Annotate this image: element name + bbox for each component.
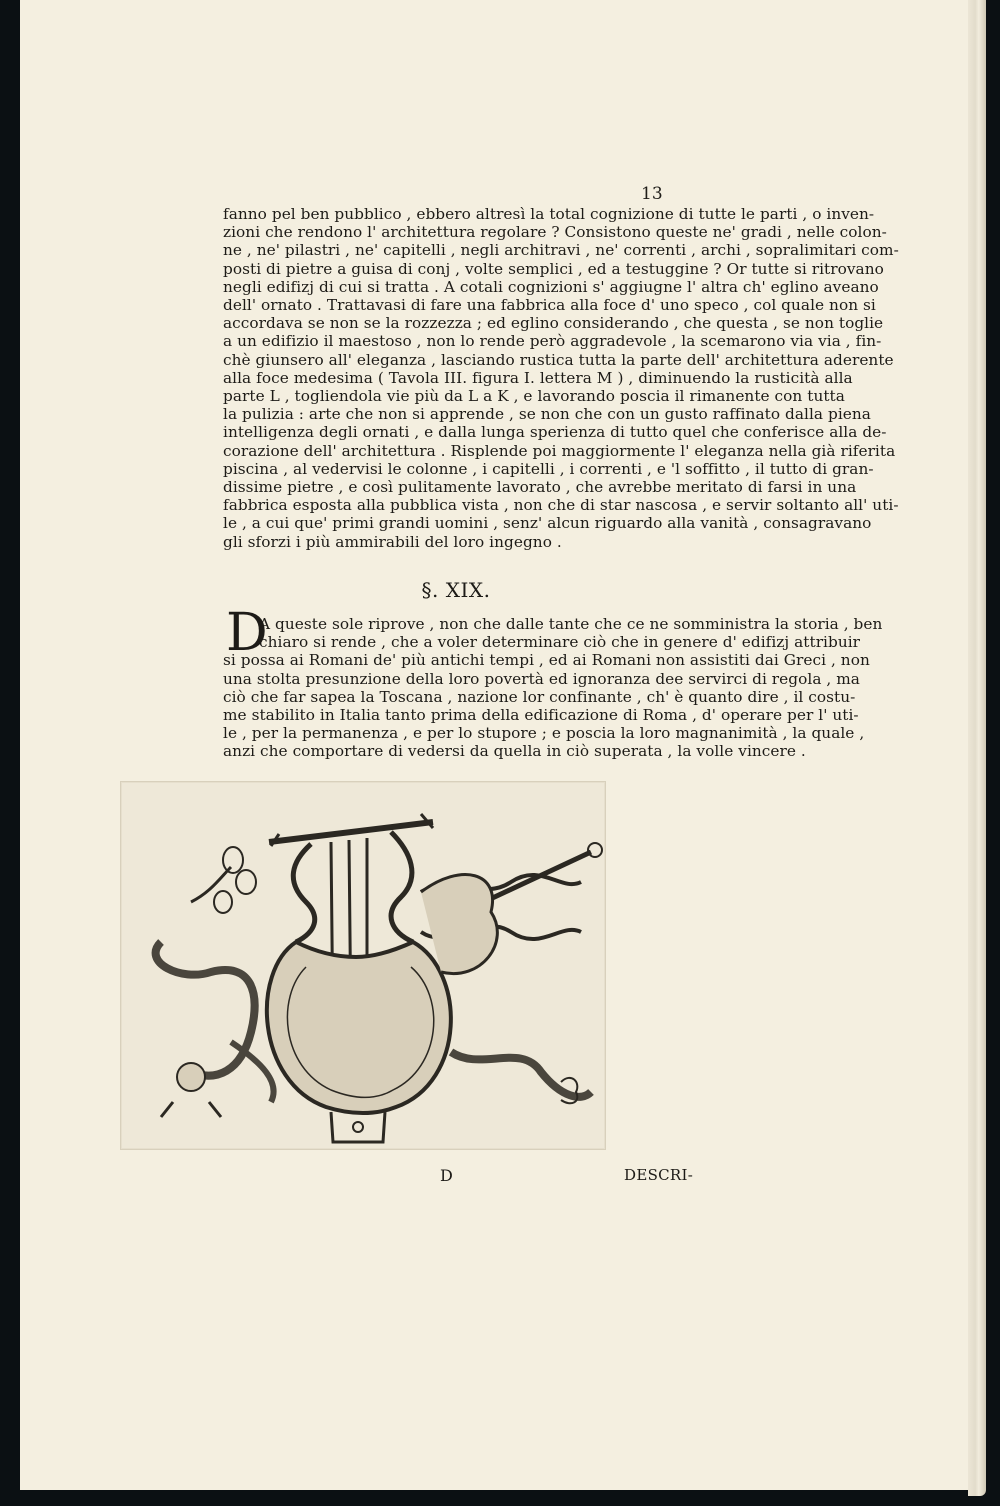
text-line: la pulizia : arte che non si apprende , se non che con un gusto raffinato dalla piena: [223, 405, 871, 424]
text-line: si possa ai Romani de' più antichi tempi , ed ai Romani non assistiti dai Greci , non: [223, 651, 870, 670]
text-line: me stabilito in Italia tanto prima della edificazione di Roma , d' operare per l' uti-: [223, 706, 859, 725]
catchword: DESCRI-: [624, 1166, 694, 1184]
signature-mark: D: [440, 1166, 453, 1185]
text-line: posti di pietre a guisa di conj , volte semplici , ed a testuggine ? Or tutte si ritrovano: [223, 259, 884, 278]
lyre-trophy-engraving: [121, 782, 605, 1149]
page-number: 13: [641, 184, 663, 204]
text-line: gli sforzi i più ammirabili del loro ingegno .: [223, 532, 562, 551]
text-line: ne , ne' pilastri , ne' capitelli , negli architravi , ne' correnti , archi , sopralimitari com-: [223, 241, 899, 260]
paragraph-2: [223, 615, 883, 761]
text-line: fabbrica esposta alla pubblica vista , non che di star nascosa , e servir soltanto all' uti-: [223, 496, 899, 515]
paragraph-1: [223, 205, 899, 551]
text-line: dell' ornato . Trattavasi di fare una fabbrica alla foce d' uno speco , col quale non si: [223, 296, 876, 315]
text-line: a un edifizio il maestoso , non lo rende però aggradevole , la scemarono via via , fin-: [223, 332, 882, 351]
text-line: dissime pietre , e così pulitamente lavorato , che avrebbe meritato di farsi in una: [223, 478, 857, 497]
text-line: fanno pel ben pubblico , ebbero altresì la total cognizione di tutte le parti , o inven-: [223, 205, 875, 223]
page-edge: [968, 0, 986, 1496]
text-line: intelligenza degli ornati , e dalla lunga sperienza di tutto quel che conferisce alla de-: [223, 423, 887, 442]
text-line: ciò che far sapea la Toscana , nazione lor confinante , ch' è quanto dire , il costu-: [223, 687, 856, 706]
text-line: le , a cui que' primi grandi uomini , senz' alcun riguardo alla vanità , consagravano: [223, 514, 872, 533]
section-heading: §. XIX.: [421, 578, 491, 602]
text-line: una stolta presunzione della loro povertà ed ignoranza dee servirci di regola , ma: [223, 669, 860, 688]
text-line: alla foce medesima ( Tavola III. figura I. lettera M ) , diminuendo la rusticità alla: [223, 368, 853, 387]
engraved-vignette: [120, 781, 606, 1150]
text-line: anzi che comportare di vedersi da quella in ciò superata , la volle vincere .: [223, 742, 806, 761]
text-line: A queste sole riprove , non che dalle tante che ce ne somministra la storia , ben: [259, 615, 883, 633]
text-line: zioni che rendono l' architettura regolare ? Consistono queste ne' gradi , nelle colon-: [223, 223, 887, 242]
drop-cap: D: [226, 603, 268, 663]
text-line: negli edifizj di cui si tratta . A cotali cognizioni s' aggiugne l' altra ch' eglino aveano: [223, 277, 879, 296]
text-line: chiaro si rende , che a voler determinare ciò che in genere d' edifizj attribuir: [259, 633, 861, 652]
text-line: corazione dell' architettura . Risplende poi maggiormente l' eleganza nella già riferita: [223, 441, 896, 460]
text-line: accordava se non se la rozzezza ; ed eglino considerando , che questa , se non toglie: [223, 314, 884, 333]
text-line: le , per la permanenza , e per lo stupore ; e poscia la loro magnanimità , la quale ,: [223, 724, 865, 743]
text-line: chè giunsero all' eleganza , lasciando rustica tutta la parte dell' architettura aderente: [223, 350, 894, 369]
text-line: piscina , al vedervisi le colonne , i capitelli , i correnti , e 'l soffitto , il tutto di gran-: [223, 459, 874, 478]
text-line: parte L , togliendola vie più da L a K , e lavorando poscia il rimanente con tutta: [223, 387, 845, 406]
